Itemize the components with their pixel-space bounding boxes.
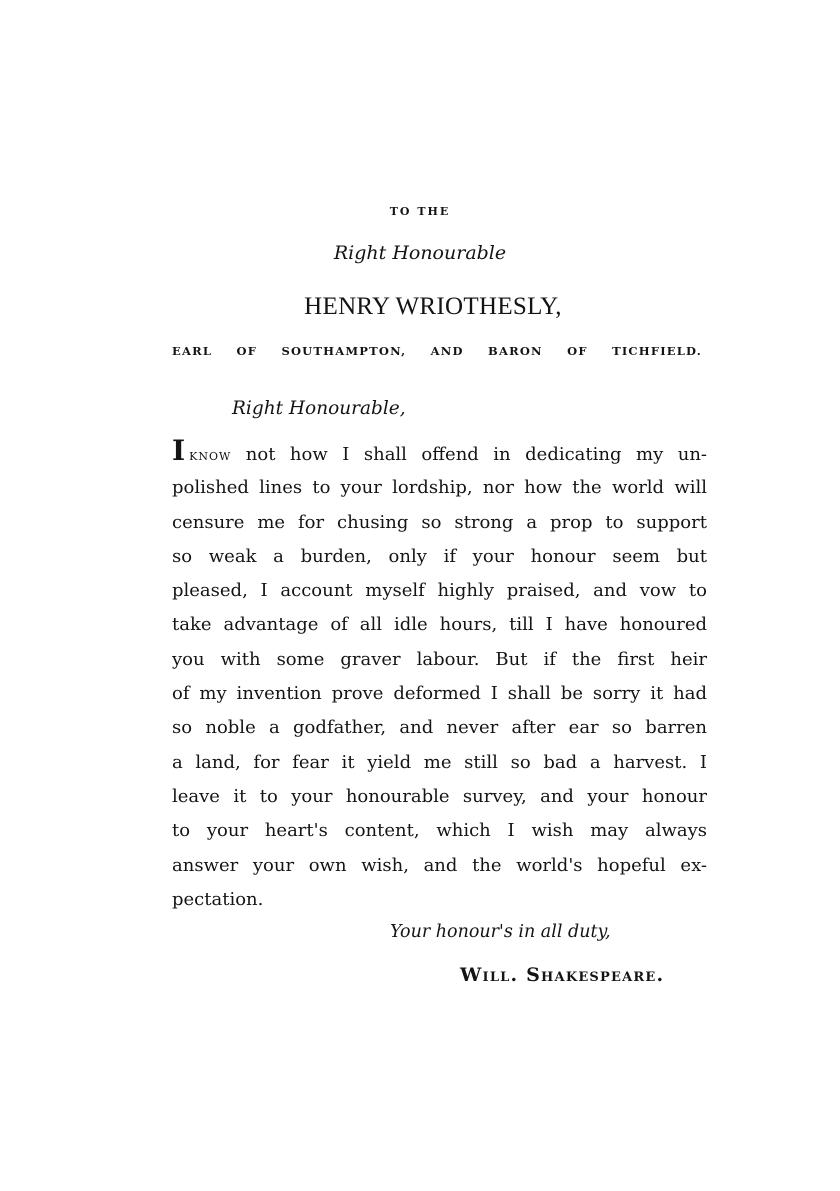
to-the-heading: TO THE [389,205,451,218]
body-line-last: pectation. [172,888,264,910]
body-line: you with some graver labour. But if the first heir [172,648,707,670]
body-line: take advantage of all idle hours, till I have honoured [172,614,707,636]
body-line: a land, for fear it yield me still so bad a harvest. I [172,751,707,773]
body-line: censure me for chusing so strong a prop to support [172,511,707,533]
addressee-name: HENRY WRIOTHESLY, [304,293,562,320]
salutation: Right Honourable, [232,398,406,419]
body-line: polished lines to your lordship, nor how the world will [172,477,707,499]
addressee-titles: EARL OF SOUTHAMPTON, AND BARON OF TICHFIELD. [172,344,702,358]
body-line: leave it to your honourable survey, and your honour [172,785,707,807]
style-title: Right Honourable [333,242,507,264]
letter-body [172,434,707,917]
lead-word: know [189,445,232,464]
body-line: pleased, I account myself highly praised, and vow to [172,580,707,602]
body-line: to your heart's content, which I wish may always [172,820,707,842]
closing-line: Your honour's in all duty, [390,922,611,942]
body-line: answer your own wish, and the world's hopeful ex- [172,854,707,876]
body-line-first [172,434,707,471]
body-line: so noble a godfather, and never after ear so barren [172,717,707,739]
body-line: so weak a burden, only if your honour seem but [172,545,707,567]
body-line-text: not how I shall offend in dedicating my un- [245,444,707,465]
drop-cap: I [172,434,186,467]
body-line: of my invention prove deformed I shall be sorry it had [172,683,707,705]
signature: Will. Shakespeare. [460,964,665,986]
